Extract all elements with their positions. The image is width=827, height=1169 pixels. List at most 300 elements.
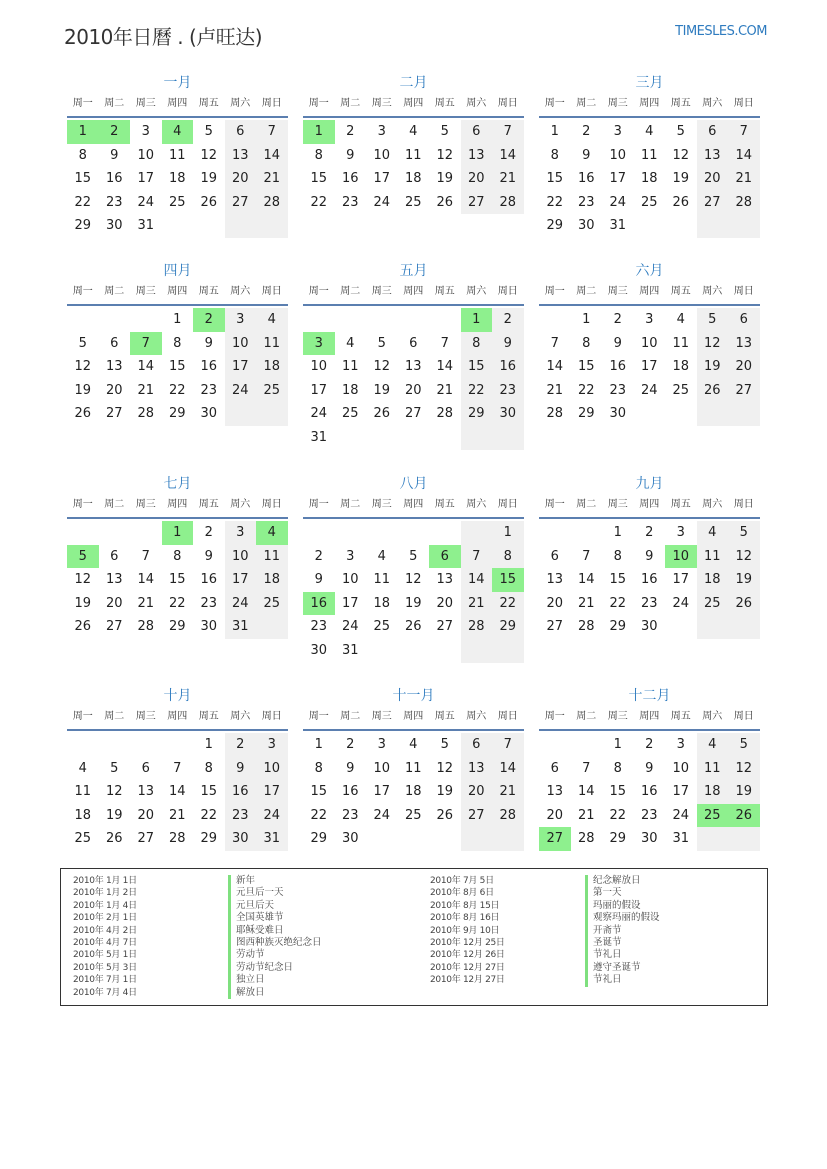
day-cell[interactable]: 22 <box>609 595 627 611</box>
day-cell[interactable]: 15 <box>461 355 493 379</box>
day-cell[interactable]: 28 <box>168 831 186 847</box>
day-cell[interactable]: 17 <box>310 382 328 398</box>
day-cell[interactable]: 25 <box>672 382 690 398</box>
day-cell-holiday[interactable]: 1 <box>461 308 493 332</box>
day-cell[interactable]: 30 <box>310 642 328 658</box>
day-cell[interactable]: 29 <box>168 619 186 635</box>
day-cell[interactable]: 27 <box>225 191 257 215</box>
day-cell[interactable]: 21 <box>137 382 155 398</box>
day-cell[interactable]: 28 <box>256 191 288 215</box>
day-cell[interactable]: 17 <box>609 171 627 187</box>
day-cell[interactable]: 2 <box>204 525 213 540</box>
day-cell[interactable]: 7 <box>492 733 524 757</box>
day-cell[interactable]: 7 <box>173 760 182 776</box>
day-cell[interactable]: 30 <box>640 619 658 635</box>
day-cell[interactable]: 29 <box>577 406 595 422</box>
day-cell[interactable]: 24 <box>310 406 328 422</box>
day-cell[interactable]: 7 <box>461 545 493 569</box>
day-cell[interactable]: 16 <box>640 784 658 800</box>
day-cell[interactable]: 12 <box>728 545 760 569</box>
day-cell[interactable]: 12 <box>105 784 123 800</box>
day-cell[interactable]: 14 <box>168 784 186 800</box>
day-cell[interactable]: 20 <box>404 382 422 398</box>
day-cell[interactable]: 14 <box>461 568 493 592</box>
day-cell[interactable]: 14 <box>137 359 155 375</box>
day-cell[interactable]: 26 <box>404 619 422 635</box>
day-cell[interactable]: 28 <box>461 615 493 639</box>
day-cell[interactable]: 14 <box>256 144 288 168</box>
day-cell[interactable]: 9 <box>314 572 323 588</box>
day-cell[interactable]: 19 <box>436 171 454 187</box>
day-cell[interactable]: 10 <box>341 572 359 588</box>
day-cell[interactable]: 7 <box>141 548 150 564</box>
day-cell[interactable]: 16 <box>492 355 524 379</box>
day-cell[interactable]: 4 <box>697 521 729 545</box>
day-cell[interactable]: 15 <box>200 784 218 800</box>
day-cell[interactable]: 18 <box>256 568 288 592</box>
day-cell[interactable]: 14 <box>577 784 595 800</box>
day-cell[interactable]: 30 <box>105 218 123 234</box>
day-cell-holiday[interactable]: 6 <box>429 545 461 569</box>
day-cell[interactable]: 26 <box>728 592 760 616</box>
day-cell[interactable]: 22 <box>492 592 524 616</box>
day-cell[interactable]: 23 <box>492 379 524 403</box>
day-cell-holiday[interactable]: 4 <box>256 521 288 545</box>
day-cell[interactable]: 12 <box>697 332 729 356</box>
day-cell[interactable]: 19 <box>74 382 92 398</box>
day-cell-holiday[interactable]: 10 <box>665 545 697 569</box>
day-cell[interactable]: 5 <box>728 733 760 757</box>
day-cell[interactable]: 18 <box>672 359 690 375</box>
day-cell[interactable]: 19 <box>728 780 760 804</box>
day-cell[interactable]: 29 <box>310 831 328 847</box>
day-cell[interactable]: 24 <box>225 592 257 616</box>
day-cell[interactable]: 10 <box>225 332 257 356</box>
day-cell[interactable]: 20 <box>436 595 454 611</box>
day-cell[interactable]: 27 <box>436 619 454 635</box>
day-cell[interactable]: 11 <box>341 359 359 375</box>
day-cell[interactable]: 13 <box>546 784 564 800</box>
day-cell[interactable]: 11 <box>256 332 288 356</box>
day-cell[interactable]: 15 <box>310 784 328 800</box>
day-cell[interactable]: 27 <box>546 619 564 635</box>
day-cell[interactable]: 31 <box>609 218 627 234</box>
day-cell[interactable]: 10 <box>137 147 155 163</box>
day-cell[interactable]: 5 <box>697 308 729 332</box>
day-cell[interactable]: 21 <box>436 382 454 398</box>
day-cell[interactable]: 6 <box>550 548 559 564</box>
day-cell[interactable]: 20 <box>105 595 123 611</box>
day-cell[interactable]: 8 <box>173 548 182 564</box>
day-cell[interactable]: 28 <box>137 406 155 422</box>
day-cell[interactable]: 18 <box>168 171 186 187</box>
day-cell[interactable]: 12 <box>200 147 218 163</box>
day-cell[interactable]: 19 <box>373 382 391 398</box>
day-cell[interactable]: 11 <box>404 760 422 776</box>
day-cell[interactable]: 26 <box>436 194 454 210</box>
day-cell[interactable]: 7 <box>256 120 288 144</box>
day-cell[interactable]: 18 <box>404 171 422 187</box>
day-cell[interactable]: 11 <box>672 335 690 351</box>
day-cell[interactable]: 20 <box>697 167 729 191</box>
day-cell[interactable]: 11 <box>640 147 658 163</box>
day-cell[interactable]: 11 <box>404 147 422 163</box>
day-cell[interactable]: 1 <box>613 525 622 540</box>
day-cell[interactable]: 30 <box>609 406 627 422</box>
day-cell[interactable]: 13 <box>137 784 155 800</box>
day-cell[interactable]: 24 <box>256 804 288 828</box>
day-cell[interactable]: 24 <box>672 595 690 611</box>
day-cell[interactable]: 21 <box>137 595 155 611</box>
day-cell[interactable]: 12 <box>728 757 760 781</box>
day-cell[interactable]: 14 <box>728 144 760 168</box>
day-cell[interactable]: 15 <box>310 171 328 187</box>
day-cell[interactable]: 4 <box>409 737 418 752</box>
day-cell[interactable]: 7 <box>492 120 524 144</box>
day-cell[interactable]: 31 <box>225 615 257 639</box>
day-cell[interactable]: 5 <box>676 124 685 139</box>
day-cell[interactable]: 23 <box>341 807 359 823</box>
day-cell[interactable]: 20 <box>225 167 257 191</box>
day-cell[interactable]: 14 <box>577 572 595 588</box>
day-cell[interactable]: 12 <box>436 760 454 776</box>
day-cell[interactable]: 2 <box>582 124 591 139</box>
day-cell[interactable]: 8 <box>582 335 591 351</box>
day-cell[interactable]: 3 <box>256 733 288 757</box>
day-cell[interactable]: 15 <box>74 171 92 187</box>
day-cell[interactable]: 9 <box>204 335 213 351</box>
day-cell[interactable]: 18 <box>640 171 658 187</box>
day-cell[interactable]: 18 <box>373 595 391 611</box>
day-cell[interactable]: 8 <box>314 147 323 163</box>
day-cell[interactable]: 12 <box>373 359 391 375</box>
day-cell[interactable]: 16 <box>200 359 218 375</box>
day-cell[interactable]: 10 <box>609 147 627 163</box>
day-cell[interactable]: 17 <box>373 171 391 187</box>
day-cell[interactable]: 3 <box>141 124 150 139</box>
day-cell[interactable]: 31 <box>256 827 288 851</box>
day-cell[interactable]: 14 <box>436 359 454 375</box>
day-cell[interactable]: 10 <box>373 147 391 163</box>
day-cell[interactable]: 23 <box>200 595 218 611</box>
day-cell[interactable]: 12 <box>672 147 690 163</box>
day-cell[interactable]: 19 <box>672 171 690 187</box>
day-cell[interactable]: 5 <box>78 335 87 351</box>
day-cell[interactable]: 3 <box>676 525 685 540</box>
day-cell[interactable]: 8 <box>613 548 622 564</box>
day-cell[interactable]: 23 <box>609 382 627 398</box>
day-cell[interactable]: 27 <box>461 804 493 828</box>
day-cell[interactable]: 10 <box>256 757 288 781</box>
day-cell[interactable]: 17 <box>672 784 690 800</box>
day-cell[interactable]: 5 <box>377 335 386 351</box>
day-cell[interactable]: 10 <box>672 760 690 776</box>
day-cell[interactable]: 23 <box>105 194 123 210</box>
day-cell[interactable]: 7 <box>440 335 449 351</box>
day-cell[interactable]: 30 <box>225 827 257 851</box>
day-cell[interactable]: 31 <box>672 831 690 847</box>
day-cell[interactable]: 27 <box>728 379 760 403</box>
day-cell[interactable]: 29 <box>200 831 218 847</box>
day-cell[interactable]: 13 <box>461 144 493 168</box>
day-cell[interactable]: 22 <box>577 382 595 398</box>
day-cell[interactable]: 23 <box>577 194 595 210</box>
day-cell[interactable]: 8 <box>492 545 524 569</box>
day-cell[interactable]: 2 <box>225 733 257 757</box>
day-cell[interactable]: 26 <box>105 831 123 847</box>
day-cell[interactable]: 9 <box>645 548 654 564</box>
day-cell[interactable]: 23 <box>640 595 658 611</box>
day-cell[interactable]: 25 <box>256 379 288 403</box>
day-cell[interactable]: 24 <box>341 619 359 635</box>
day-cell[interactable]: 13 <box>105 359 123 375</box>
day-cell[interactable]: 20 <box>461 167 493 191</box>
day-cell[interactable]: 4 <box>256 308 288 332</box>
day-cell[interactable]: 21 <box>546 382 564 398</box>
day-cell[interactable]: 15 <box>609 784 627 800</box>
day-cell[interactable]: 28 <box>577 619 595 635</box>
day-cell[interactable]: 21 <box>256 167 288 191</box>
day-cell[interactable]: 9 <box>582 147 591 163</box>
day-cell[interactable]: 21 <box>492 167 524 191</box>
day-cell[interactable]: 21 <box>168 807 186 823</box>
day-cell[interactable]: 16 <box>341 784 359 800</box>
day-cell[interactable]: 24 <box>137 194 155 210</box>
day-cell[interactable]: 9 <box>225 757 257 781</box>
day-cell[interactable]: 17 <box>640 359 658 375</box>
day-cell[interactable]: 14 <box>492 757 524 781</box>
day-cell[interactable]: 26 <box>74 406 92 422</box>
day-cell[interactable]: 19 <box>74 595 92 611</box>
day-cell[interactable]: 6 <box>409 335 418 351</box>
day-cell[interactable]: 12 <box>74 359 92 375</box>
day-cell-holiday[interactable]: 1 <box>162 521 194 545</box>
day-cell[interactable]: 6 <box>141 760 150 776</box>
day-cell[interactable]: 26 <box>373 406 391 422</box>
day-cell[interactable]: 3 <box>225 308 257 332</box>
day-cell-holiday[interactable]: 26 <box>728 804 760 828</box>
day-cell[interactable]: 10 <box>225 545 257 569</box>
day-cell[interactable]: 20 <box>546 807 564 823</box>
day-cell[interactable]: 28 <box>728 191 760 215</box>
day-cell-holiday[interactable]: 1 <box>303 120 335 144</box>
day-cell[interactable]: 18 <box>697 780 729 804</box>
day-cell[interactable]: 10 <box>640 335 658 351</box>
day-cell[interactable]: 14 <box>492 144 524 168</box>
day-cell[interactable]: 20 <box>461 780 493 804</box>
day-cell[interactable]: 25 <box>404 807 422 823</box>
day-cell[interactable]: 15 <box>546 171 564 187</box>
day-cell[interactable]: 28 <box>436 406 454 422</box>
day-cell[interactable]: 9 <box>204 548 213 564</box>
day-cell[interactable]: 11 <box>256 545 288 569</box>
day-cell[interactable]: 8 <box>314 760 323 776</box>
day-cell[interactable]: 13 <box>697 144 729 168</box>
day-cell[interactable]: 25 <box>404 194 422 210</box>
day-cell[interactable]: 2 <box>346 737 355 752</box>
day-cell[interactable]: 17 <box>225 568 257 592</box>
day-cell[interactable]: 4 <box>78 760 87 776</box>
day-cell[interactable]: 26 <box>672 194 690 210</box>
day-cell[interactable]: 26 <box>697 379 729 403</box>
day-cell[interactable]: 14 <box>546 359 564 375</box>
day-cell[interactable]: 16 <box>200 572 218 588</box>
day-cell[interactable]: 30 <box>640 831 658 847</box>
day-cell[interactable]: 31 <box>341 642 359 658</box>
day-cell[interactable]: 16 <box>609 359 627 375</box>
day-cell[interactable]: 26 <box>74 619 92 635</box>
day-cell[interactable]: 5 <box>440 124 449 139</box>
day-cell[interactable]: 22 <box>310 807 328 823</box>
day-cell[interactable]: 15 <box>168 359 186 375</box>
day-cell[interactable]: 16 <box>341 171 359 187</box>
day-cell[interactable]: 23 <box>341 194 359 210</box>
day-cell[interactable]: 13 <box>105 572 123 588</box>
day-cell[interactable]: 22 <box>168 382 186 398</box>
day-cell[interactable]: 28 <box>137 619 155 635</box>
day-cell-holiday[interactable]: 2 <box>193 308 225 332</box>
day-cell[interactable]: 29 <box>461 402 493 426</box>
day-cell[interactable]: 24 <box>640 382 658 398</box>
day-cell[interactable]: 17 <box>341 595 359 611</box>
day-cell[interactable]: 27 <box>404 406 422 422</box>
day-cell[interactable]: 18 <box>256 355 288 379</box>
day-cell[interactable]: 17 <box>373 784 391 800</box>
day-cell[interactable]: 27 <box>697 191 729 215</box>
day-cell[interactable]: 3 <box>377 124 386 139</box>
day-cell[interactable]: 28 <box>577 831 595 847</box>
day-cell[interactable]: 8 <box>204 760 213 776</box>
day-cell[interactable]: 4 <box>377 548 386 564</box>
day-cell[interactable]: 5 <box>728 521 760 545</box>
day-cell[interactable]: 10 <box>373 760 391 776</box>
day-cell[interactable]: 29 <box>609 831 627 847</box>
day-cell[interactable]: 1 <box>492 521 524 545</box>
day-cell[interactable]: 27 <box>105 619 123 635</box>
day-cell[interactable]: 19 <box>404 595 422 611</box>
day-cell[interactable]: 25 <box>373 619 391 635</box>
day-cell[interactable]: 3 <box>676 737 685 752</box>
day-cell[interactable]: 19 <box>728 568 760 592</box>
day-cell[interactable]: 17 <box>225 355 257 379</box>
day-cell-holiday[interactable]: 25 <box>697 804 729 828</box>
day-cell[interactable]: 23 <box>225 804 257 828</box>
day-cell[interactable]: 13 <box>728 332 760 356</box>
day-cell[interactable]: 5 <box>110 760 119 776</box>
day-cell[interactable]: 30 <box>492 402 524 426</box>
day-cell[interactable]: 24 <box>373 807 391 823</box>
day-cell[interactable]: 17 <box>137 171 155 187</box>
day-cell-holiday[interactable]: 16 <box>303 592 335 616</box>
day-cell[interactable]: 4 <box>676 312 685 327</box>
day-cell[interactable]: 17 <box>672 572 690 588</box>
day-cell[interactable]: 31 <box>137 218 155 234</box>
day-cell[interactable]: 15 <box>168 572 186 588</box>
day-cell[interactable]: 15 <box>577 359 595 375</box>
day-cell[interactable]: 21 <box>577 807 595 823</box>
day-cell[interactable]: 3 <box>346 548 355 564</box>
day-cell[interactable]: 12 <box>74 572 92 588</box>
day-cell[interactable]: 8 <box>613 760 622 776</box>
day-cell[interactable]: 29 <box>546 218 564 234</box>
day-cell[interactable]: 7 <box>728 120 760 144</box>
day-cell[interactable]: 13 <box>461 757 493 781</box>
day-cell[interactable]: 25 <box>256 592 288 616</box>
day-cell[interactable]: 22 <box>74 194 92 210</box>
day-cell[interactable]: 2 <box>645 525 654 540</box>
day-cell[interactable]: 7 <box>582 760 591 776</box>
day-cell[interactable]: 20 <box>137 807 155 823</box>
day-cell[interactable]: 1 <box>314 737 323 752</box>
day-cell-holiday[interactable]: 27 <box>539 827 571 851</box>
day-cell[interactable]: 4 <box>697 733 729 757</box>
day-cell[interactable]: 11 <box>697 545 729 569</box>
day-cell[interactable]: 19 <box>200 171 218 187</box>
day-cell[interactable]: 6 <box>461 120 493 144</box>
day-cell[interactable]: 27 <box>137 831 155 847</box>
day-cell[interactable]: 23 <box>310 619 328 635</box>
day-cell[interactable]: 31 <box>310 429 328 445</box>
day-cell[interactable]: 6 <box>110 548 119 564</box>
day-cell[interactable]: 25 <box>697 592 729 616</box>
day-cell[interactable]: 1 <box>173 312 182 327</box>
day-cell[interactable]: 30 <box>200 619 218 635</box>
day-cell[interactable]: 18 <box>341 382 359 398</box>
day-cell-holiday[interactable]: 5 <box>67 545 99 569</box>
day-cell[interactable]: 26 <box>436 807 454 823</box>
day-cell[interactable]: 11 <box>74 784 92 800</box>
day-cell[interactable]: 11 <box>168 147 186 163</box>
day-cell[interactable]: 1 <box>582 312 591 327</box>
day-cell[interactable]: 3 <box>645 312 654 327</box>
day-cell[interactable]: 24 <box>373 194 391 210</box>
day-cell[interactable]: 2 <box>314 548 323 564</box>
day-cell[interactable]: 15 <box>609 572 627 588</box>
day-cell[interactable]: 9 <box>645 760 654 776</box>
day-cell[interactable]: 6 <box>697 120 729 144</box>
day-cell[interactable]: 1 <box>550 124 559 139</box>
day-cell[interactable]: 20 <box>728 355 760 379</box>
day-cell[interactable]: 18 <box>404 784 422 800</box>
day-cell[interactable]: 27 <box>105 406 123 422</box>
day-cell[interactable]: 25 <box>168 194 186 210</box>
day-cell[interactable]: 16 <box>577 171 595 187</box>
day-cell[interactable]: 22 <box>546 194 564 210</box>
day-cell[interactable]: 13 <box>225 144 257 168</box>
day-cell[interactable]: 3 <box>613 124 622 139</box>
day-cell[interactable]: 8 <box>78 147 87 163</box>
day-cell[interactable]: 1 <box>613 737 622 752</box>
day-cell[interactable]: 29 <box>168 406 186 422</box>
day-cell[interactable]: 30 <box>200 406 218 422</box>
day-cell[interactable]: 21 <box>492 780 524 804</box>
day-cell[interactable]: 4 <box>346 335 355 351</box>
day-cell[interactable]: 13 <box>436 572 454 588</box>
day-cell[interactable]: 9 <box>613 335 622 351</box>
day-cell[interactable]: 10 <box>310 359 328 375</box>
day-cell[interactable]: 29 <box>74 218 92 234</box>
day-cell[interactable]: 13 <box>404 359 422 375</box>
day-cell-holiday[interactable]: 15 <box>492 568 524 592</box>
day-cell[interactable]: 30 <box>577 218 595 234</box>
day-cell[interactable]: 6 <box>225 120 257 144</box>
day-cell[interactable]: 23 <box>640 807 658 823</box>
day-cell[interactable]: 22 <box>310 194 328 210</box>
day-cell[interactable]: 5 <box>440 737 449 752</box>
day-cell[interactable]: 16 <box>225 780 257 804</box>
day-cell[interactable]: 28 <box>492 804 524 828</box>
day-cell[interactable]: 19 <box>436 784 454 800</box>
